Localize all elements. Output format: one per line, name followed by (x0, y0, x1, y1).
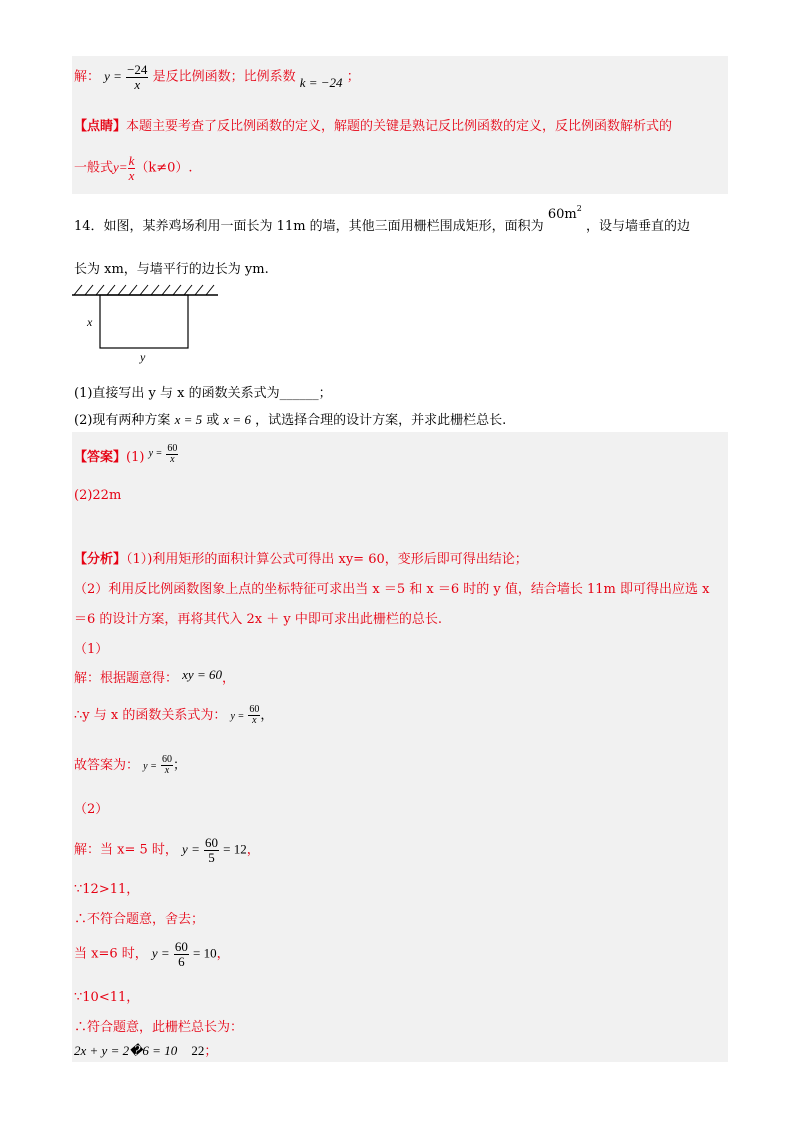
analysis-line1: 【分析】（1）)利用矩形的面积计算公式可得出 xy= 60，变形后即可得出结论； (74, 552, 528, 567)
solution1-line1: 解：根据题意得： xy = 60， (74, 667, 235, 686)
solution1-fraction: $\frac{60}{x}$ (249, 703, 260, 726)
q14-figure (68, 280, 224, 366)
label-y: y (140, 350, 146, 364)
q13-y-eq: y = (104, 68, 122, 84)
analysis-line3: ＝6 的设计方案，再将其代入 2x ＋ y 中即可求出此栅栏的总长. (74, 612, 443, 627)
answer-fraction: $\frac{60}{x}$ (167, 442, 178, 465)
solution1-line2: ∴y 与 x 的函数关系式为： y = $\frac{60}{x}$ ， (74, 703, 274, 726)
solution1-line3: 故答案为： y = $\frac{60}{x}$ ； (74, 753, 186, 776)
solution2-line1: 解：当 x= 5 时， y = $\frac{60}{5}$ = 12， (74, 835, 260, 865)
wall-hatch (74, 285, 214, 295)
solution2-label: （2） (74, 802, 109, 817)
solution1-label: （1） (74, 642, 109, 657)
dianjing-tag: 【点睛】 (74, 119, 127, 134)
solution1-answer-fraction: $\frac{60}{x}$ (161, 753, 172, 776)
area-value: $60m^2$ (547, 204, 582, 222)
solution2-line3: ∴不符合题意，舍去； (74, 912, 205, 927)
q14-stem-line1: 14．如图，某养鸡场利用一面长为 11m 的墙，其他三面用栅栏围成矩形，面积为 $60m^2$ ，设与墙垂直的边 (74, 204, 690, 234)
q13-dianjing-line2: 一般式y= $\frac{k}{x}$ （k≠0）. (74, 153, 193, 183)
q13-dianjing-line: 【点睛】本题主要考查了反比例函数的定义，解题的关键是熟记反比例函数的定义，反比例函数解析式的 (74, 119, 673, 134)
solution2-line6: ∴符合题意，此栅栏总长为： (74, 1020, 244, 1035)
answer-tag: 【答案】 (74, 450, 127, 465)
q14-stem-line2: 长为 xm，与墙平行的边长为 ym. (74, 262, 269, 277)
q13-k-value: k = −24 (299, 74, 343, 90)
fence-rectangle (100, 295, 188, 348)
solution2-line4: 当 x=6 时， y = $\frac{60}{6}$ = 10， (74, 939, 230, 969)
q14-part1: (1)直接写出 y 与 x 的函数关系式为______； (74, 386, 332, 401)
answer-line2: (2)22m (74, 488, 122, 503)
q13-solution-line: 解： y = $\frac{-24}{x}$ 是反比例函数；比例系数 k = −24 ； (74, 62, 360, 92)
analysis-tag: 【分析】 (74, 552, 127, 567)
solution2-fraction-a: $\frac{60}{5}$ (204, 835, 218, 865)
solution2-fraction-b: $\frac{60}{6}$ (174, 939, 188, 969)
q13-fraction: $\frac{-24}{x}$ (127, 62, 148, 92)
dianjing-fraction: $\frac{k}{x}$ (128, 153, 135, 183)
analysis-line2: （2）利用反比例函数图象上点的坐标特征可求出当 x ＝5 和 x ＝6 时的 y 值，结合墙长 11m 即可得出应选 x (74, 582, 710, 597)
solution2-line2: ∵12>11， (74, 882, 140, 897)
solution2-line7: 2x + y = 2�6 = 10 22； (74, 1043, 218, 1059)
label-x: x (87, 315, 93, 329)
answer-line1: 【答案】(1) $^{y =}$ $\frac{60}{x}$ (74, 442, 178, 465)
q14-part2: (2)现有两种方案 x = 5 或 x = 6 ，试选择合理的设计方案，并求此栅栏总长. (74, 412, 507, 428)
solution2-line5: ∵10<11， (74, 990, 140, 1005)
